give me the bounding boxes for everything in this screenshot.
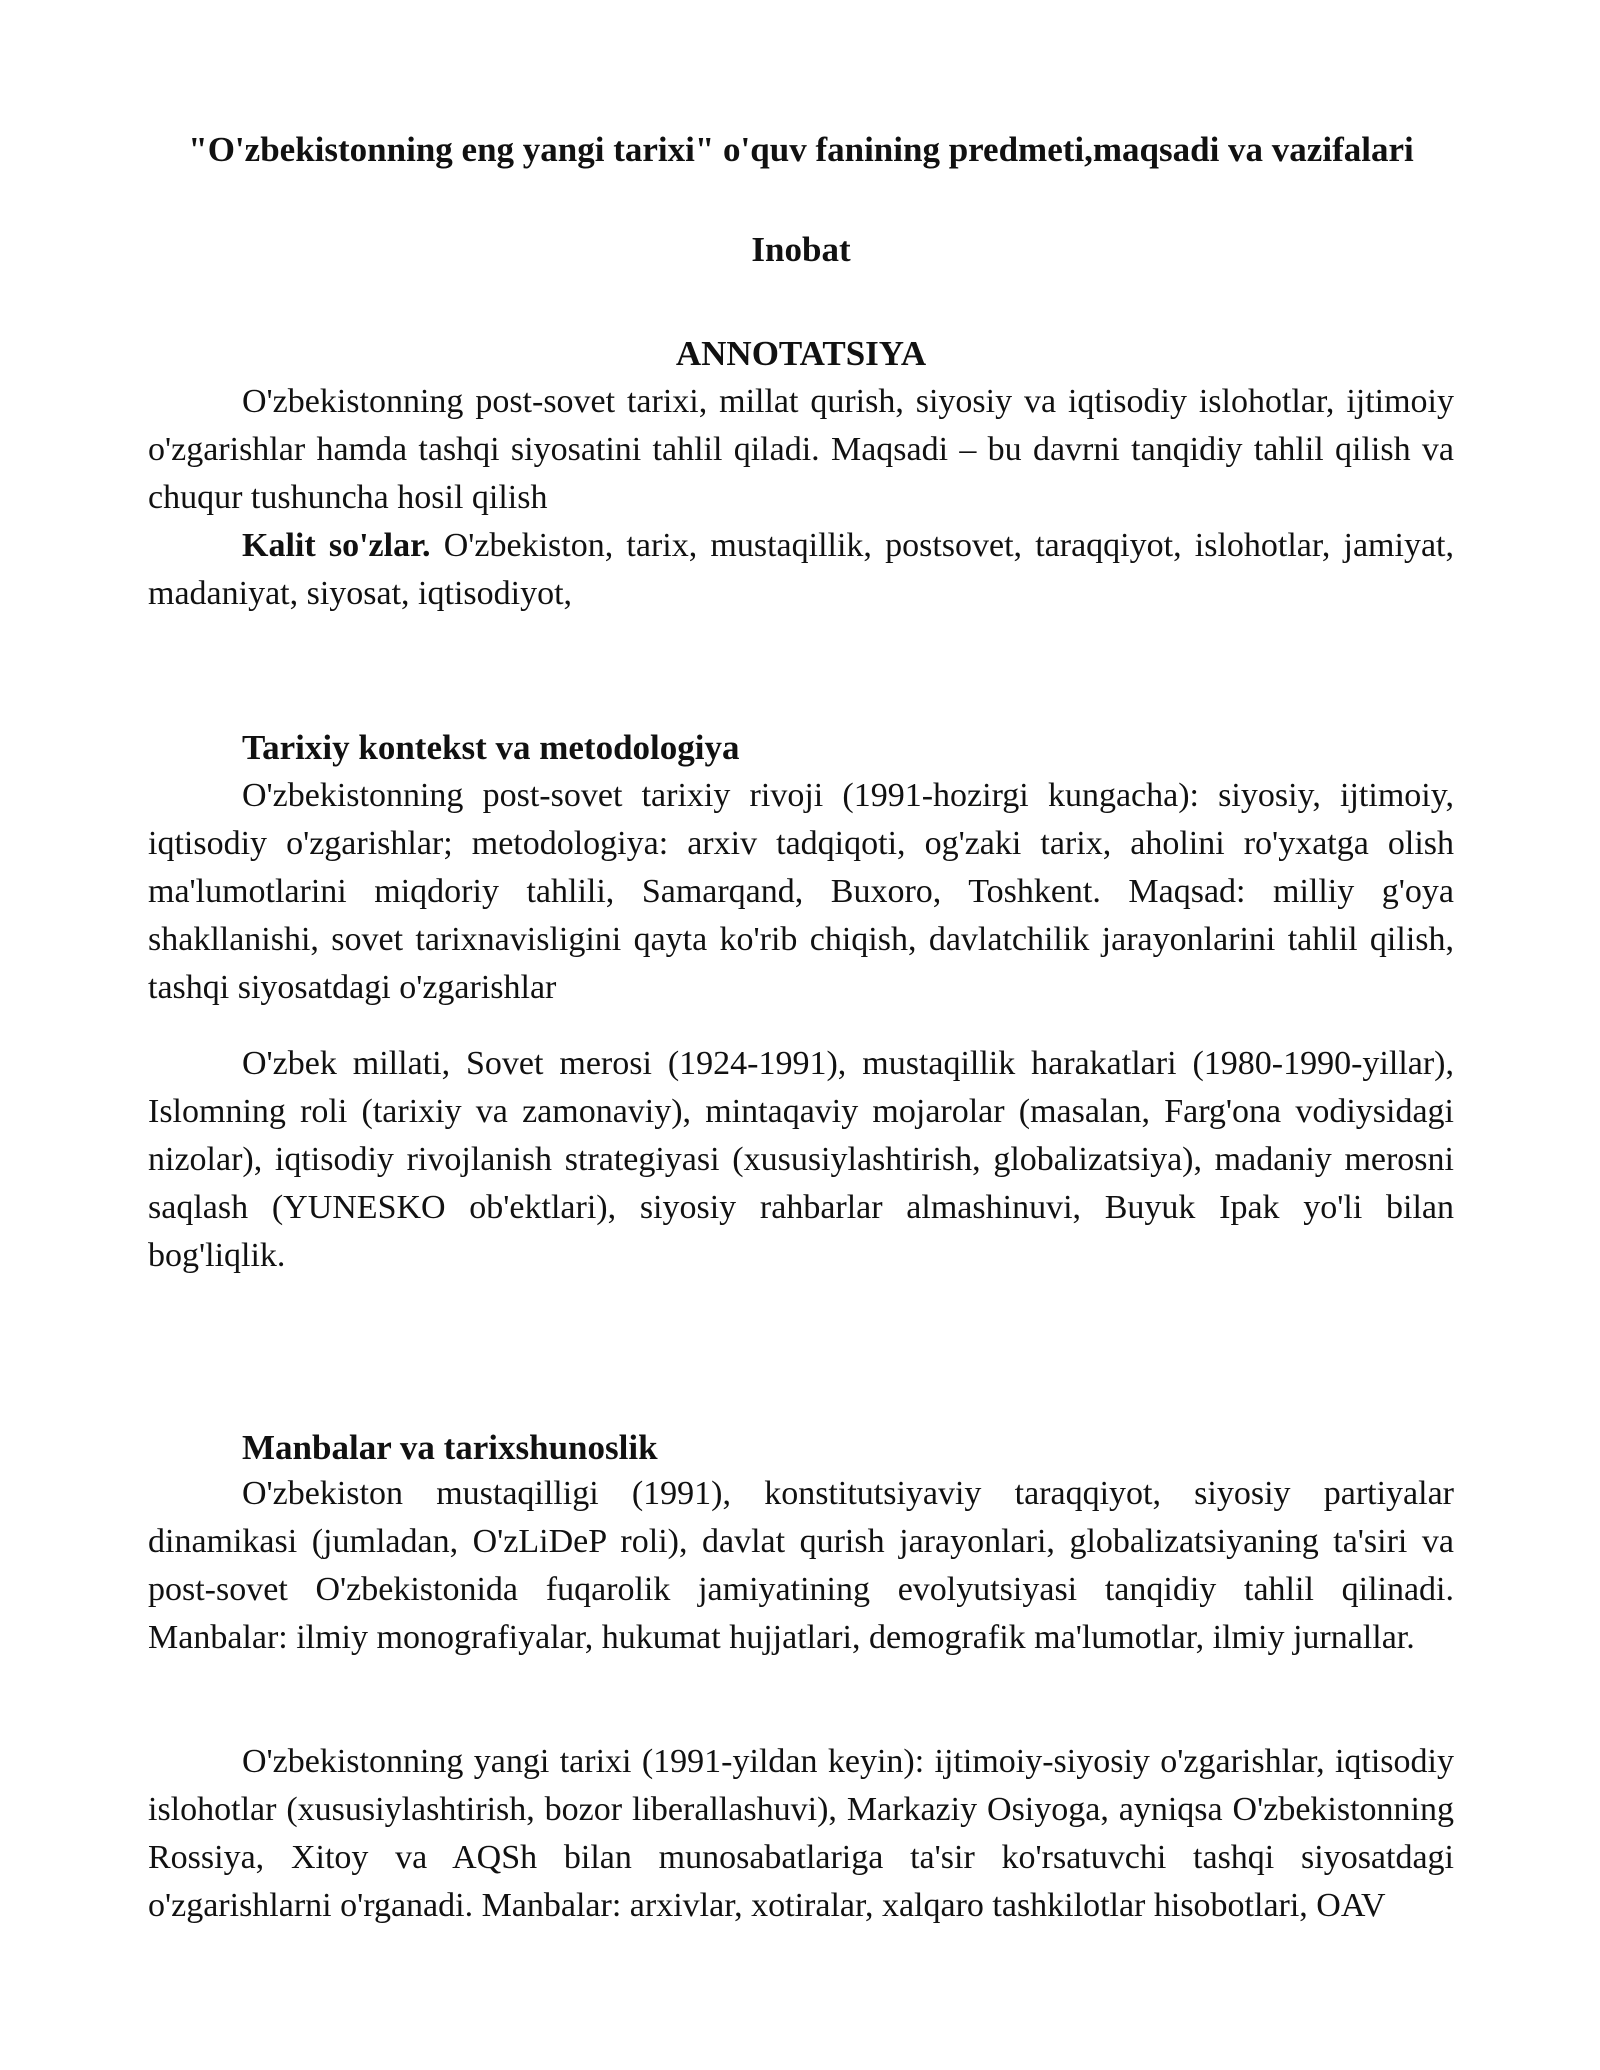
keywords-paragraph [148,522,1454,618]
keywords-label: Kalit so'zlar. [242,527,431,564]
section-heading-sources: Manbalar va tarixshunoslik [242,1428,658,1467]
section-context-paragraph-2: O'zbek millati, Sovet merosi (1924-1991), mustaqillik harakatlari (1980-1990-yillar), Islomning roli (tarixiy va zamonaviy), mintaqaviy mojarolar (masalan, Farg'ona vodiysidagi nizolar), iqtisodiy rivojlanish strategiyasi (xususiylashtirish, globalizatsiya), madaniy merosni saqlash (YUNESKO ob'ektlari), siyosiy rahbarlar almashinuvi, Buyuk Ipak yo'li bilan bog'liqlik. [148,1045,1454,1274]
section-context-paragraph-1: O'zbekistonning post-sovet tarixiy rivoji (1991-hozirgi kungacha): siyosiy, ijtimoiy, iqtisodiy o'zgarishlar; metodologiya: arxiv tadqiqoti, og'zaki tarix, aholini ro'yxatga olish ma'lumotlarini miqdoriy tahlili, Samarqand, Buxoro, Toshkent. Maqsad: milliy g'oya shakllanishi, sovet tarixnavisligini qayta ko'rib chiqish, davlatchilik jarayonlarini tahlil qilish, tashqi siyosatdagi o'zgarishlar [148,777,1454,1006]
section-sources-paragraph-1: O'zbekiston mustaqilligi (1991), konstitutsiyaviy taraqqiyot, siyosiy partiyalar dinamikasi (jumladan, O'zLiDeP roli), davlat qurish jarayonlari, globalizatsiyaning ta'siri va post-sovet O'zbekistonida fuqarolik jamiyatining evolyutsiyasi tanqidiy tahlil qilinadi. Manbalar: ilmiy monografiyalar, hukumat hujjatlari, demografik ma'lumotlar, ilmiy jurnallar. [148,1475,1454,1656]
annotation-heading: ANNOTATSIYA [675,334,927,373]
section-sources-paragraph-2: O'zbekistonning yangi tarixi (1991-yildan keyin): ijtimoiy-siyosiy o'zgarishlar, iqtisodiy islohotlar (xususiylashtirish, bozor liberallashuvi), Markaziy Osiyoga, ayniqsa O'zbekistonning Rossiya, Xitoy va AQSh bilan munosabatlariga ta'sir ko'rsatuvchi tashqi siyosatdagi o'zgarishlarni o'rganadi. Manbalar: arxivlar, xotiralar, xalqaro tashkilotlar hisobotlari, OAV [148,1743,1454,1924]
keywords-text: O'zbekiston, tarix, mustaqillik, postsovet, taraqqiyot, islohotlar, jamiyat, madaniyat, siyosat, iqtisodiyot, [148,527,1454,612]
annotation-text: O'zbekistonning post-sovet tarixi, millat qurish, siyosiy va iqtisodiy islohotlar, ijtimoiy o'zgarishlar hamda tashqi siyosatini tahlil qiladi. Maqsadi – bu davrni tanqidiy tahlil qilish va chuqur tushuncha hosil qilish [148,383,1454,516]
document-title: "O'zbekistonning eng yangi tarixi" o'quv fanining predmeti,maqsadi va vazifalari [188,130,1414,169]
author-name: Inobat [751,230,851,269]
section-heading-context: Tarixiy kontekst va metodologiya [242,728,740,767]
